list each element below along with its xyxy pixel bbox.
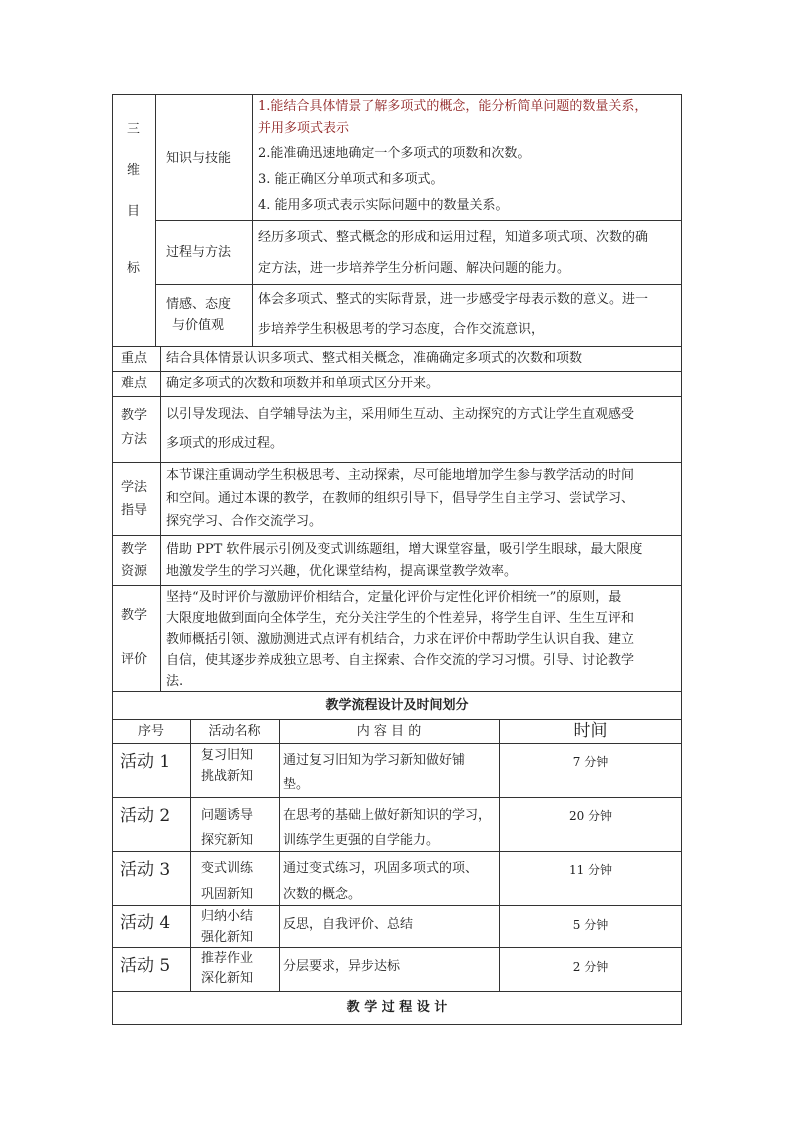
knowledge-label: 知识与技能 xyxy=(166,151,232,166)
resource-label: 教学 xyxy=(121,542,148,557)
activity-name-line: 复习旧知 xyxy=(201,748,254,763)
study-line: 本节课注重调动学生积极思考、主动探索，尽可能地增加学生参与教学活动的时间 xyxy=(166,468,635,483)
knowledge-item-line: 4. 能用多项式表示实际问题中的数量关系。 xyxy=(258,198,509,213)
resource-label: 资源 xyxy=(121,564,148,579)
evaluation-line: 法. xyxy=(166,674,184,689)
activity-time: 20 分钟 xyxy=(568,809,613,823)
divider xyxy=(112,535,682,536)
knowledge-item-line: 并用多项式表示 xyxy=(258,121,350,136)
study-line: 探究学习、合作交流学习。 xyxy=(166,514,323,529)
study-label: 指导 xyxy=(121,503,148,518)
divider xyxy=(112,947,682,948)
activity-purpose-line: 通过变式练习，巩固多项式的项、 xyxy=(283,861,479,876)
process-line: 定方法，进一步培养学生分析问题、解决问题的能力。 xyxy=(258,261,571,276)
evaluation-line: 教师概括引领、激励测进式点评有机结合，力求在评价中帮助学生认识自我、建立 xyxy=(166,632,635,647)
divider xyxy=(112,797,682,798)
emotion-line: 步培养学生积极思考的学习态度，合作交流意识， xyxy=(258,322,545,337)
knowledge-item-line: 2.能准确迅速地确定一个多项式的项数和次数。 xyxy=(258,146,531,161)
divider xyxy=(112,991,682,992)
activity-time: 7 分钟 xyxy=(572,755,609,769)
knowledge-item-line: 1.能结合具体情景了解多项式的概念，能分析简单问题的数量关系， xyxy=(258,99,648,114)
difficulty-label: 难点 xyxy=(121,376,148,391)
flow-header-name: 活动名称 xyxy=(208,724,261,739)
divider xyxy=(155,284,682,285)
emotion-line: 体会多项式、整式的实际背景，进一步感受字母表示数的意义。进一 xyxy=(258,292,649,307)
activity-purpose-line: 在思考的基础上做好新知识的学习， xyxy=(283,808,492,823)
knowledge-item-line: 3. 能正确区分单项式和多项式。 xyxy=(258,172,444,187)
activity-purpose-line: 反思，自我评价、总结 xyxy=(283,917,414,932)
method-label: 教学 xyxy=(121,408,148,423)
activity-purpose-line: 垫。 xyxy=(283,777,310,792)
three-dim-label-char: 标 xyxy=(127,261,141,276)
activity-seq: 活动 3 xyxy=(120,860,171,880)
emotion-label: 与价值观 xyxy=(172,318,225,333)
activity-seq: 活动 1 xyxy=(120,752,171,772)
activity-seq: 活动 4 xyxy=(120,913,171,933)
evaluation-line: 坚持“及时评价与激励评价相结合，定量化评价与定性化评价相统一”的原则，最 xyxy=(166,590,622,605)
activity-name-line: 问题诱导 xyxy=(201,808,254,823)
evaluation-label: 教学 xyxy=(121,608,148,623)
flow-header-seq: 序号 xyxy=(137,724,164,739)
activity-purpose-line: 训练学生更强的自学能力。 xyxy=(283,833,440,848)
method-line: 多项式的形成过程。 xyxy=(166,436,284,451)
divider xyxy=(190,719,191,991)
activity-name-line: 挑战新知 xyxy=(201,769,254,784)
flow-header-time: 时间 xyxy=(573,721,608,741)
flow-header-purpose: 内 容 目 的 xyxy=(356,724,422,739)
process-label: 过程与方法 xyxy=(166,245,232,260)
evaluation-label: 评价 xyxy=(121,652,148,667)
evaluation-line: 大限度地做到面向全体学生，充分关注学生的个性差异，将学生自评、生生互评和 xyxy=(166,611,635,626)
process-design-title: 教 学 过 程 设 计 xyxy=(346,1000,448,1015)
activity-name-line: 探究新知 xyxy=(201,833,254,848)
activity-time: 5 分钟 xyxy=(572,918,609,932)
flow-title: 教学流程设计及时间划分 xyxy=(325,698,469,713)
study-label: 学法 xyxy=(121,480,148,495)
activity-name-line: 变式训练 xyxy=(201,861,254,876)
activity-time: 2 分钟 xyxy=(572,960,609,974)
activity-purpose-line: 通过复习旧知为学习新知做好铺 xyxy=(283,753,466,768)
activity-name-line: 推荐作业 xyxy=(201,951,254,966)
study-line: 和空间。通过本课的教学，在教师的组织引导下，倡导学生自主学习、尝试学习、 xyxy=(166,491,635,506)
method-line: 以引导发现法、自学辅导法为主，采用师生互动、主动探究的方式让学生直观感受 xyxy=(166,407,635,422)
method-label: 方法 xyxy=(121,432,148,447)
three-dim-label-char: 目 xyxy=(127,204,141,219)
resource-line: 地激发学生的学习兴趣，优化课堂结构，提高课堂教学效率。 xyxy=(166,564,518,579)
emotion-label: 情感、态度 xyxy=(166,297,232,312)
divider xyxy=(155,220,682,221)
resource-line: 借助 PPT 软件展示引例及变式训练题组，增大课堂容量，吸引学生眼球，最大限度 xyxy=(166,542,643,557)
key-point-text: 结合具体情景认识多项式、整式相关概念，准确确定多项式的次数和项数 xyxy=(166,351,583,366)
three-dim-label-char: 维 xyxy=(127,163,141,178)
activity-purpose-line: 次数的概念。 xyxy=(283,887,362,902)
process-line: 经历多项式、整式概念的形成和运用过程，知道多项式项、次数的确 xyxy=(258,230,649,245)
divider xyxy=(279,719,280,991)
key-point-label: 重点 xyxy=(121,351,148,366)
activity-seq: 活动 5 xyxy=(120,956,171,976)
three-dim-label-char: 三 xyxy=(127,122,141,137)
activity-name-line: 深化新知 xyxy=(201,971,254,986)
divider xyxy=(112,905,682,906)
activity-name-line: 强化新知 xyxy=(201,930,254,945)
divider xyxy=(112,691,682,692)
activity-name-line: 归纳小结 xyxy=(201,909,254,924)
difficulty-text: 确定多项式的次数和项数并和单项式区分开来。 xyxy=(166,376,440,391)
evaluation-line: 自信，使其逐步养成独立思考、自主探索、合作交流的学习习惯。引导、讨论教学 xyxy=(166,653,635,668)
activity-purpose-line: 分层要求，异步达标 xyxy=(283,959,401,974)
activity-seq: 活动 2 xyxy=(120,806,171,826)
activity-name-line: 巩固新知 xyxy=(201,887,254,902)
divider xyxy=(160,346,161,691)
activity-time: 11 分钟 xyxy=(568,863,613,877)
